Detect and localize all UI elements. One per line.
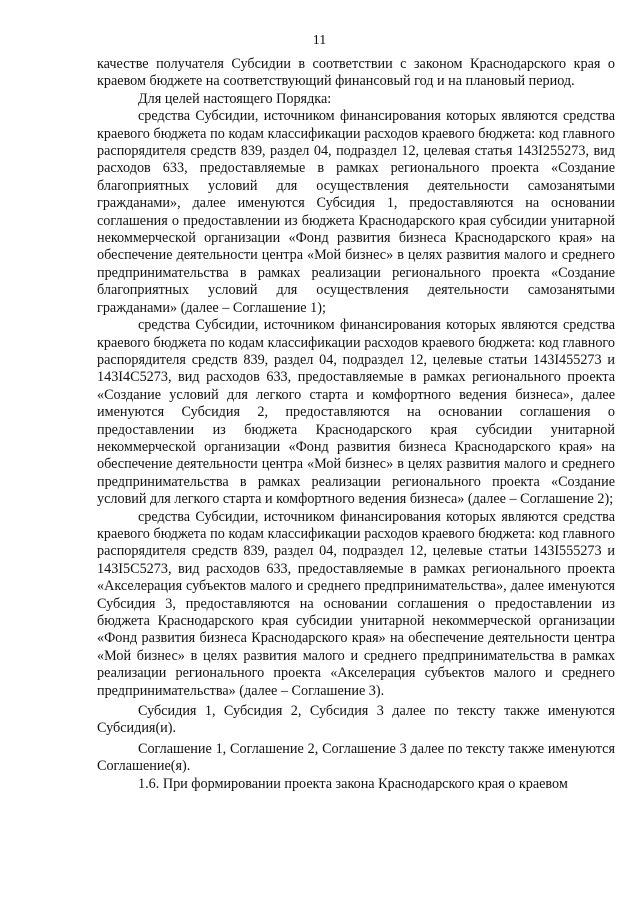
purpose-heading: Для целей настоящего Порядка: (138, 90, 332, 107)
section-1-6-paragraph: 1.6. При формировании проекта закона Краснодарского края о краевом (138, 775, 568, 792)
document-body (97, 56, 615, 793)
subsidy-2-paragraph: средства Субсидии, источником финансирования которых являются средства краевого бюджета по кодам классификации расходов краевого бюджета: код главного распорядителя средств 839, раздел 04, подраздел 12, целевые статьи 143I455273 и 143I4C5273, вид расходов 633, предоставляемые в рамках регионального проекта «Создание условий для легкого старта и комфортного ведения бизнеса», далее именуются Субсидия 2, предоставляются на основании соглашения о предоставлении из бюджета Краснодарского края субсидии унитарной некоммерческой организации «Фонд развития бизнеса Краснодарского края» на обеспечение деятельности центра «Мой бизнес» в целях развития малого и среднего предпринимательства в рамках реализации регионального проекта «Создание условий для легкого старта и комфортного ведения бизнеса» (далее – Соглашение 2); (97, 317, 615, 508)
subsidies-definition-paragraph: Субсидия 1, Субсидия 2, Субсидия 3 далее по тексту также именуются Субсидия(и). (97, 703, 615, 737)
subsidy-1-paragraph: средства Субсидии, источником финансирования которых являются средства краевого бюджета по кодам классификации расходов краевого бюджета: код главного распорядителя средств 839, раздел 04, подраздел 12, целевая статья 143I255273, вид расходов 633, предоставляемые в рамках регионального проекта «Создание благоприятных условий для осуществления деятельности самозанятыми гражданами», далее именуются Субсидия 1, предоставляются на основании соглашения о предоставлении из бюджета Краснодарского края субсидии унитарной некоммерческой организации «Фонд развития бизнеса Краснодарского края» на обеспечение деятельности центра «Мой бизнес» в целях развития малого и среднего предпринимательства в рамках реализации регионального проекта «Создание благоприятных условий для осуществления деятельности самозанятыми гражданами» (далее – Соглашение 1); (97, 108, 615, 316)
page-number: 11 (312, 33, 327, 48)
intro-paragraph: качестве получателя Субсидии в соответствии с законом Краснодарского края о краевом бюджете на соответствующий финансовый год и на плановый период. (97, 56, 615, 90)
agreements-definition-paragraph: Соглашение 1, Соглашение 2, Соглашение 3 далее по тексту также именуются Соглашение(я). (97, 740, 615, 775)
subsidy-3-paragraph: средства Субсидии, источником финансирования которых являются средства краевого бюджета по кодам классификации расходов краевого бюджета: код главного распорядителя средств 839, раздел 04, подраздел 12, целевые статьи 143I555273 и 143I5C5273, вид расходов 633, предоставляемые в рамках регионального проекта «Акселерация субъектов малого и среднего предпринимательства», далее именуются Субсидия 3, предоставляются на основании соглашения о предоставлении из бюджета Краснодарского края субсидии унитарной некоммерческой организации «Фонд развития бизнеса Краснодарского края» на обеспечение деятельности центра «Мой бизнес» в целях развития малого и среднего предпринимательства в рамках реализации регионального проекта «Акселерация субъектов малого и среднего предпринимательства» (далее – Соглашение 3). (97, 508, 615, 699)
